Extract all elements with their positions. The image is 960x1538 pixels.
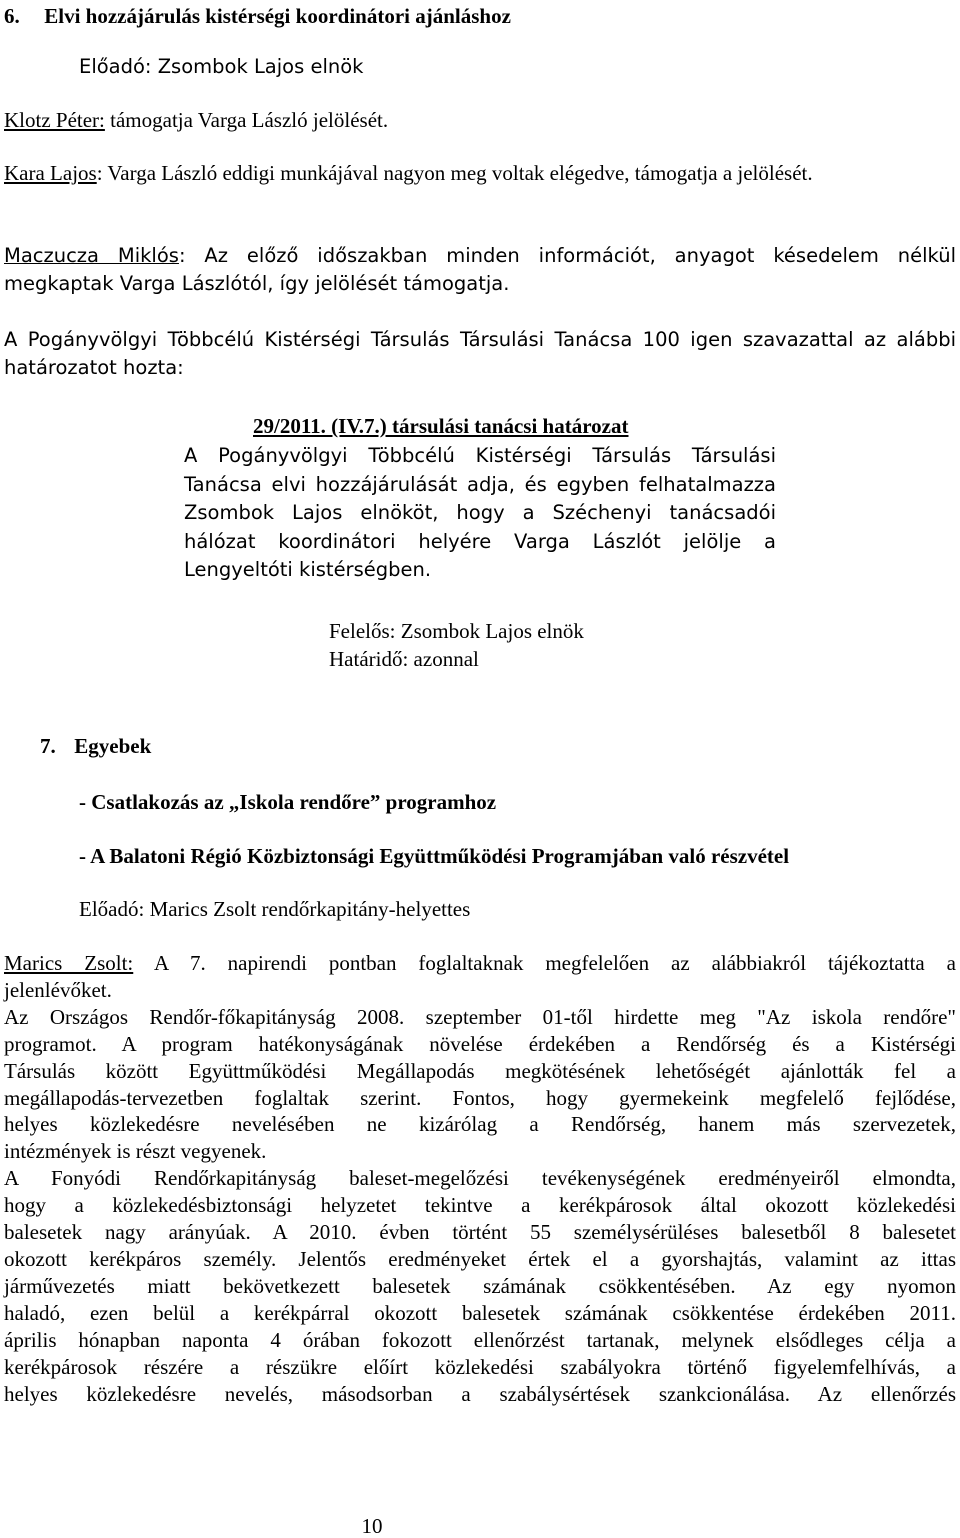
statement-line: A Fonyódi Rendőrkapitányság baleset-megelőzési tevékenységének eredményeiről elmondta, xyxy=(4,1166,956,1191)
resolution-text xyxy=(184,442,776,585)
section-6-presenter: Előadó: Zsombok Lajos elnök xyxy=(79,55,364,78)
kara-statement xyxy=(4,159,956,187)
statement-line: kerékpárosok részére a részükre előírt közlekedési szabályokra történő figyelemfelhívás, a xyxy=(4,1354,956,1379)
deadline: Határidő: azonnal xyxy=(329,647,479,671)
statement-line: április hónapban naponta 4 órában fokozott ellenőrzést tartanak, melynek elsődleges célja a xyxy=(4,1327,956,1352)
section-7-presenter: Előadó: Marics Zsolt rendőrkapitány-helyettes xyxy=(79,897,471,921)
agenda-item-iskola-rendore: - Csatlakozás az „Iskola rendőre” programhoz xyxy=(79,790,497,814)
resolution-line: hálózat koordinátori helyére Varga Lászlót jelölje a xyxy=(184,529,776,553)
statement-line: Az Országos Rendőr-főkapitányság 2008. szeptember 01-től hirdette meg "Az iskola rendőre" xyxy=(4,1004,956,1029)
statement-line: Társulás között Együttműködési Megállapodás megkötésének lehetőségét ajánlották fel a xyxy=(4,1058,956,1083)
resolution-line: Tanácsa elvi hozzájárulását adja, és egyben felhatalmazza xyxy=(184,472,776,496)
statement-text: : Az előző időszakban minden információt, anyagot késedelem nélkül megkaptak Varga Lászlótól, így jelölését támogatja. xyxy=(4,244,956,295)
responsible: Felelős: Zsombok Lajos elnök xyxy=(329,619,584,643)
marics-statement xyxy=(4,950,956,1407)
statement-line: intézmények is részt vegyenek. xyxy=(4,1139,267,1164)
resolution-line: Lengyeltóti kistérségben. xyxy=(184,558,432,582)
section-7-heading xyxy=(40,732,151,760)
resolution-line: A Pogányvölgyi Többcélú Kistérségi Társulás Társulási xyxy=(184,444,776,467)
section-6-title: Elvi hozzájárulás kistérségi koordinátori ajánláshoz xyxy=(44,4,511,28)
statement-line: balesetek nagy arányúak. A 2010. évben történt 55 személysérüléses balesetből 8 balesetet xyxy=(4,1220,956,1245)
klotz-statement xyxy=(4,106,956,134)
speaker-name: Maczucza Miklós xyxy=(4,244,179,267)
maczucza-statement xyxy=(4,242,956,298)
statement-text: támogatja Varga László jelölését. xyxy=(104,108,389,132)
statement-line: jelenlévőket. xyxy=(4,977,112,1002)
resolution-title: 29/2011. (IV.7.) társulási tanácsi határozat xyxy=(253,414,629,438)
statement-line: megállapodás-tervezetben foglaltak szerint. Fontos, hogy gyermekeink megfelelő fejlődése, xyxy=(4,1085,956,1110)
statement-line: helyes közlekedésre nevelésében ne kizárólag a Rendőrség, hanem más szervezetek, xyxy=(4,1112,956,1137)
statement-line: hogy a közlekedésbiztonsági helyzetet tekintve a kerékpárosok által okozott közlekedési xyxy=(4,1193,956,1218)
speaker-name: Kara Lajos xyxy=(4,161,97,185)
page-number: 10 xyxy=(361,1514,383,1538)
statement-line: programot. A program hatékonyságának növelése érdekében a Rendőrség és a Kistérségi xyxy=(4,1031,956,1056)
statement-line: helyes közlekedésre nevelés, másodsorban a szabálysértések szankcionálása. Az ellenőrzés xyxy=(4,1381,956,1406)
statement-line: haladó, ezen belül a kerékpárral okozott balesetek számának csökkentése érdekében 2011. xyxy=(4,1300,956,1325)
section-6-number: 6. xyxy=(4,4,20,28)
section-6-heading xyxy=(4,2,511,30)
statement-line: Marics Zsolt: A 7. napirendi pontban foglaltaknak megfelelően az alábbiakról tájékoztatta a xyxy=(4,951,956,975)
statement-line: járművezetés miatt bekövetkezett balesetek számának csökkentésében. Az egy nyomon xyxy=(4,1273,956,1298)
statement-text: : Varga László eddigi munkájával nagyon meg voltak elégedve, támogatja a jelölését. xyxy=(96,161,813,185)
resolution-line: Zsombok Lajos elnököt, hogy a Széchenyi tanácsadói xyxy=(184,501,776,525)
agenda-item-balatoni-regio: - A Balatoni Régió Közbiztonsági Együttműködési Programjában való részvétel xyxy=(79,844,790,868)
vote-statement: A Pogányvölgyi Többcélú Kistérségi Társulás Társulási Tanácsa 100 igen szavazattal az alábbi határozatot hozta: xyxy=(4,328,956,379)
section-7-number: 7. xyxy=(40,734,56,758)
statement-line: okozott kerékpáros személy. Jelentős eredményeket értek el a gyorshajtás, valamint az ittas xyxy=(4,1246,956,1271)
section-7-title: Egyebek xyxy=(74,734,152,758)
speaker-name: Klotz Péter: xyxy=(4,108,105,132)
speaker-name: Marics Zsolt: xyxy=(4,951,134,975)
